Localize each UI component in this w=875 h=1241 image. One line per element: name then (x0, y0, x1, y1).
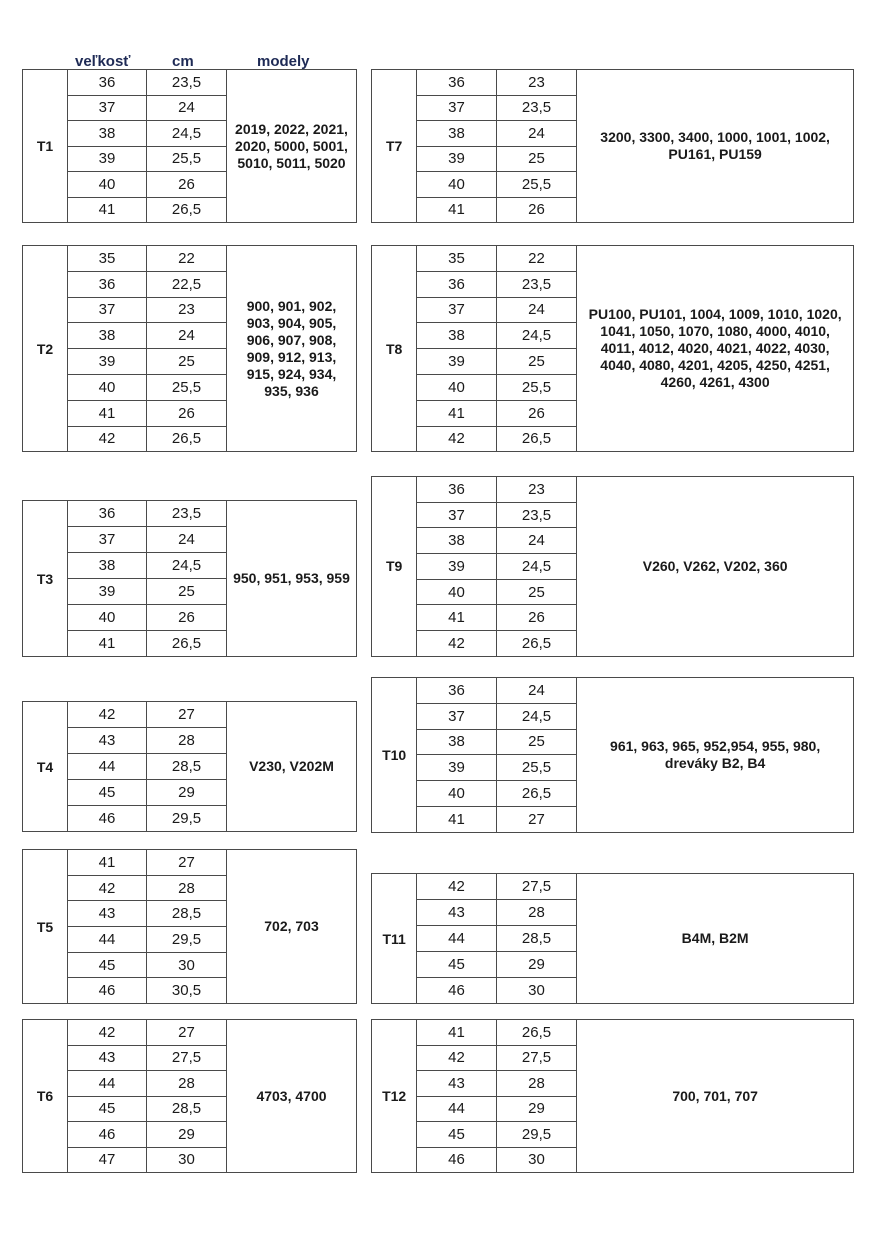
table-row (23, 246, 357, 272)
cm-cell: 23 (496, 70, 577, 96)
size-table-t12 (371, 1019, 854, 1173)
size-cell: 40 (68, 374, 147, 400)
table-row (23, 702, 357, 728)
models-cell: 961, 963, 965, 952,954, 955, 980, dreváky B2, B4 (577, 678, 854, 833)
cm-cell: 29 (496, 1096, 577, 1122)
size-cell: 37 (417, 502, 496, 528)
size-cell: 38 (68, 553, 147, 579)
cm-cell: 24 (496, 528, 577, 554)
models-cell: B4M, B2M (577, 874, 854, 1004)
size-cell: 37 (417, 297, 496, 323)
cm-cell: 28,5 (496, 926, 577, 952)
cm-cell: 28 (147, 728, 227, 754)
size-cell: 38 (417, 121, 496, 147)
size-cell: 35 (68, 246, 147, 272)
size-cell: 37 (68, 95, 147, 121)
size-cell: 45 (68, 1096, 147, 1122)
table-row (372, 1020, 854, 1046)
cm-cell: 24,5 (147, 553, 227, 579)
table-code: T9 (372, 477, 417, 657)
size-cell: 39 (417, 755, 496, 781)
cm-cell: 28,5 (147, 901, 227, 927)
cm-cell: 27 (147, 850, 227, 876)
table-code: T11 (372, 874, 417, 1004)
size-cell: 43 (417, 900, 496, 926)
size-table-t4 (22, 701, 357, 832)
cm-cell: 25 (496, 146, 577, 172)
size-cell: 43 (417, 1071, 496, 1097)
size-cell: 41 (68, 631, 147, 657)
size-cell: 40 (68, 605, 147, 631)
size-cell: 39 (68, 146, 147, 172)
cm-cell: 25 (496, 349, 577, 375)
size-table-t2 (22, 245, 357, 452)
size-table-t1 (22, 69, 357, 223)
cm-cell: 26 (496, 605, 577, 631)
size-cell: 41 (68, 400, 147, 426)
models-cell: V230, V202M (227, 702, 357, 832)
table-code: T1 (23, 70, 68, 223)
size-cell: 36 (417, 678, 496, 704)
size-cell: 44 (417, 926, 496, 952)
cm-cell: 26,5 (496, 631, 577, 657)
cm-cell: 27 (147, 702, 227, 728)
cm-cell: 23,5 (147, 501, 227, 527)
cm-cell: 24 (147, 527, 227, 553)
size-cell: 40 (417, 579, 496, 605)
size-cell: 39 (417, 554, 496, 580)
table-row (23, 850, 357, 876)
size-cell: 39 (68, 579, 147, 605)
size-cell: 37 (417, 703, 496, 729)
size-cell: 40 (417, 172, 496, 198)
table-row (23, 1020, 357, 1046)
models-cell: 700, 701, 707 (577, 1020, 854, 1173)
models-cell: 3200, 3300, 3400, 1000, 1001, 1002, PU161, PU159 (577, 70, 854, 223)
table-code: T5 (23, 850, 68, 1004)
table-code: T4 (23, 702, 68, 832)
size-cell: 38 (417, 528, 496, 554)
header-size: veľkosť (75, 53, 131, 70)
size-cell: 35 (417, 246, 496, 272)
cm-cell: 28 (147, 875, 227, 901)
table-code: T8 (372, 246, 417, 452)
cm-cell: 27,5 (496, 874, 577, 900)
cm-cell: 27,5 (147, 1045, 227, 1071)
size-table-t10 (371, 677, 854, 833)
cm-cell: 28,5 (147, 1096, 227, 1122)
size-cell: 44 (68, 1071, 147, 1097)
size-cell: 36 (417, 271, 496, 297)
cm-cell: 27,5 (496, 1045, 577, 1071)
size-cell: 37 (68, 527, 147, 553)
cm-cell: 24 (496, 297, 577, 323)
cm-cell: 30 (496, 1147, 577, 1173)
size-cell: 39 (417, 349, 496, 375)
cm-cell: 26 (147, 605, 227, 631)
size-cell: 42 (417, 874, 496, 900)
size-cell: 37 (68, 297, 147, 323)
size-cell: 38 (417, 729, 496, 755)
cm-cell: 30 (147, 952, 227, 978)
table-code: T3 (23, 501, 68, 657)
size-cell: 46 (417, 1147, 496, 1173)
size-cell: 39 (417, 146, 496, 172)
cm-cell: 29,5 (147, 806, 227, 832)
cm-cell: 23 (147, 297, 227, 323)
size-cell: 45 (68, 780, 147, 806)
models-cell: 950, 951, 953, 959 (227, 501, 357, 657)
cm-cell: 28 (496, 900, 577, 926)
size-cell: 36 (417, 70, 496, 96)
cm-cell: 26,5 (496, 1020, 577, 1046)
cm-cell: 29 (496, 952, 577, 978)
size-table-t8 (371, 245, 854, 452)
size-cell: 45 (417, 1122, 496, 1148)
cm-cell: 25,5 (496, 172, 577, 198)
size-table-t9 (371, 476, 854, 657)
cm-cell: 24 (496, 678, 577, 704)
size-cell: 42 (417, 631, 496, 657)
cm-cell: 28 (496, 1071, 577, 1097)
cm-cell: 23,5 (496, 271, 577, 297)
size-cell: 45 (417, 952, 496, 978)
size-cell: 42 (68, 426, 147, 452)
table-code: T6 (23, 1020, 68, 1173)
size-cell: 46 (68, 806, 147, 832)
cm-cell: 29,5 (496, 1122, 577, 1148)
size-cell: 42 (68, 1020, 147, 1046)
cm-cell: 24 (147, 323, 227, 349)
models-cell: V260, V262, V202, 360 (577, 477, 854, 657)
cm-cell: 25,5 (147, 374, 227, 400)
models-cell: 2019, 2022, 2021, 2020, 5000, 5001, 5010, 5011, 5020 (227, 70, 357, 223)
cm-cell: 23,5 (147, 70, 227, 96)
cm-cell: 30,5 (147, 978, 227, 1004)
models-cell: 900, 901, 902, 903, 904, 905, 906, 907, 908, 909, 912, 913, 915, 924, 934, 935, 936 (227, 246, 357, 452)
table-row (23, 501, 357, 527)
cm-cell: 26,5 (496, 426, 577, 452)
size-cell: 36 (417, 477, 496, 503)
size-cell: 42 (68, 702, 147, 728)
table-row (372, 477, 854, 503)
cm-cell: 26 (147, 172, 227, 198)
size-table-t7 (371, 69, 854, 223)
cm-cell: 22 (147, 246, 227, 272)
cm-cell: 28 (147, 1071, 227, 1097)
cm-cell: 23 (496, 477, 577, 503)
cm-cell: 26 (496, 197, 577, 223)
table-code: T2 (23, 246, 68, 452)
cm-cell: 27 (496, 806, 577, 832)
size-cell: 43 (68, 728, 147, 754)
cm-cell: 25,5 (496, 374, 577, 400)
size-table-t6 (22, 1019, 357, 1173)
size-cell: 47 (68, 1147, 147, 1173)
cm-cell: 29,5 (147, 927, 227, 953)
size-cell: 44 (68, 754, 147, 780)
cm-cell: 29 (147, 780, 227, 806)
cm-cell: 28,5 (147, 754, 227, 780)
cm-cell: 25 (147, 579, 227, 605)
models-cell: 702, 703 (227, 850, 357, 1004)
size-cell: 43 (68, 1045, 147, 1071)
header-models: modely (257, 53, 310, 70)
size-cell: 45 (68, 952, 147, 978)
size-cell: 38 (68, 121, 147, 147)
size-cell: 41 (417, 1020, 496, 1046)
size-cell: 43 (68, 901, 147, 927)
table-code: T10 (372, 678, 417, 833)
cm-cell: 26,5 (147, 426, 227, 452)
size-cell: 42 (417, 426, 496, 452)
size-cell: 41 (417, 806, 496, 832)
cm-cell: 27 (147, 1020, 227, 1046)
table-code: T12 (372, 1020, 417, 1173)
cm-cell: 25,5 (496, 755, 577, 781)
size-cell: 42 (68, 875, 147, 901)
cm-cell: 23,5 (496, 502, 577, 528)
size-cell: 36 (68, 501, 147, 527)
table-row (372, 70, 854, 96)
table-code: T7 (372, 70, 417, 223)
size-cell: 36 (68, 271, 147, 297)
cm-cell: 26 (147, 400, 227, 426)
size-table-t3 (22, 500, 357, 657)
table-row (372, 678, 854, 704)
size-cell: 40 (417, 781, 496, 807)
cm-cell: 24,5 (496, 703, 577, 729)
cm-cell: 24,5 (496, 554, 577, 580)
table-row (23, 70, 357, 96)
size-table-t11 (371, 873, 854, 1004)
size-cell: 41 (417, 605, 496, 631)
size-cell: 38 (417, 323, 496, 349)
size-cell: 37 (417, 95, 496, 121)
size-cell: 42 (417, 1045, 496, 1071)
size-cell: 40 (417, 374, 496, 400)
size-cell: 41 (417, 400, 496, 426)
size-cell: 41 (417, 197, 496, 223)
models-cell: PU100, PU101, 1004, 1009, 1010, 1020, 1041, 1050, 1070, 1080, 4000, 4010, 4011, 4012, 4020, 4021, 4022, 4030, 4040, 4080, 4201, 4205, 4250, 4251, 4260, 4261, 4300 (577, 246, 854, 452)
size-cell: 41 (68, 850, 147, 876)
size-cell: 38 (68, 323, 147, 349)
cm-cell: 26,5 (147, 631, 227, 657)
size-cell: 41 (68, 197, 147, 223)
header-cm: cm (172, 53, 194, 70)
cm-cell: 24,5 (496, 323, 577, 349)
size-table-t5 (22, 849, 357, 1004)
size-cell: 46 (417, 978, 496, 1004)
size-cell: 36 (68, 70, 147, 96)
cm-cell: 22,5 (147, 271, 227, 297)
cm-cell: 29 (147, 1122, 227, 1148)
size-cell: 46 (68, 978, 147, 1004)
size-cell: 46 (68, 1122, 147, 1148)
size-cell: 44 (68, 927, 147, 953)
table-row (372, 246, 854, 272)
cm-cell: 24 (496, 121, 577, 147)
size-cell: 39 (68, 349, 147, 375)
cm-cell: 30 (147, 1147, 227, 1173)
cm-cell: 24,5 (147, 121, 227, 147)
cm-cell: 26,5 (147, 197, 227, 223)
cm-cell: 23,5 (496, 95, 577, 121)
cm-cell: 26,5 (496, 781, 577, 807)
cm-cell: 25 (496, 729, 577, 755)
size-cell: 40 (68, 172, 147, 198)
size-cell: 44 (417, 1096, 496, 1122)
cm-cell: 30 (496, 978, 577, 1004)
cm-cell: 22 (496, 246, 577, 272)
models-cell: 4703, 4700 (227, 1020, 357, 1173)
cm-cell: 25 (147, 349, 227, 375)
cm-cell: 25 (496, 579, 577, 605)
table-row (372, 874, 854, 900)
cm-cell: 24 (147, 95, 227, 121)
cm-cell: 25,5 (147, 146, 227, 172)
cm-cell: 26 (496, 400, 577, 426)
